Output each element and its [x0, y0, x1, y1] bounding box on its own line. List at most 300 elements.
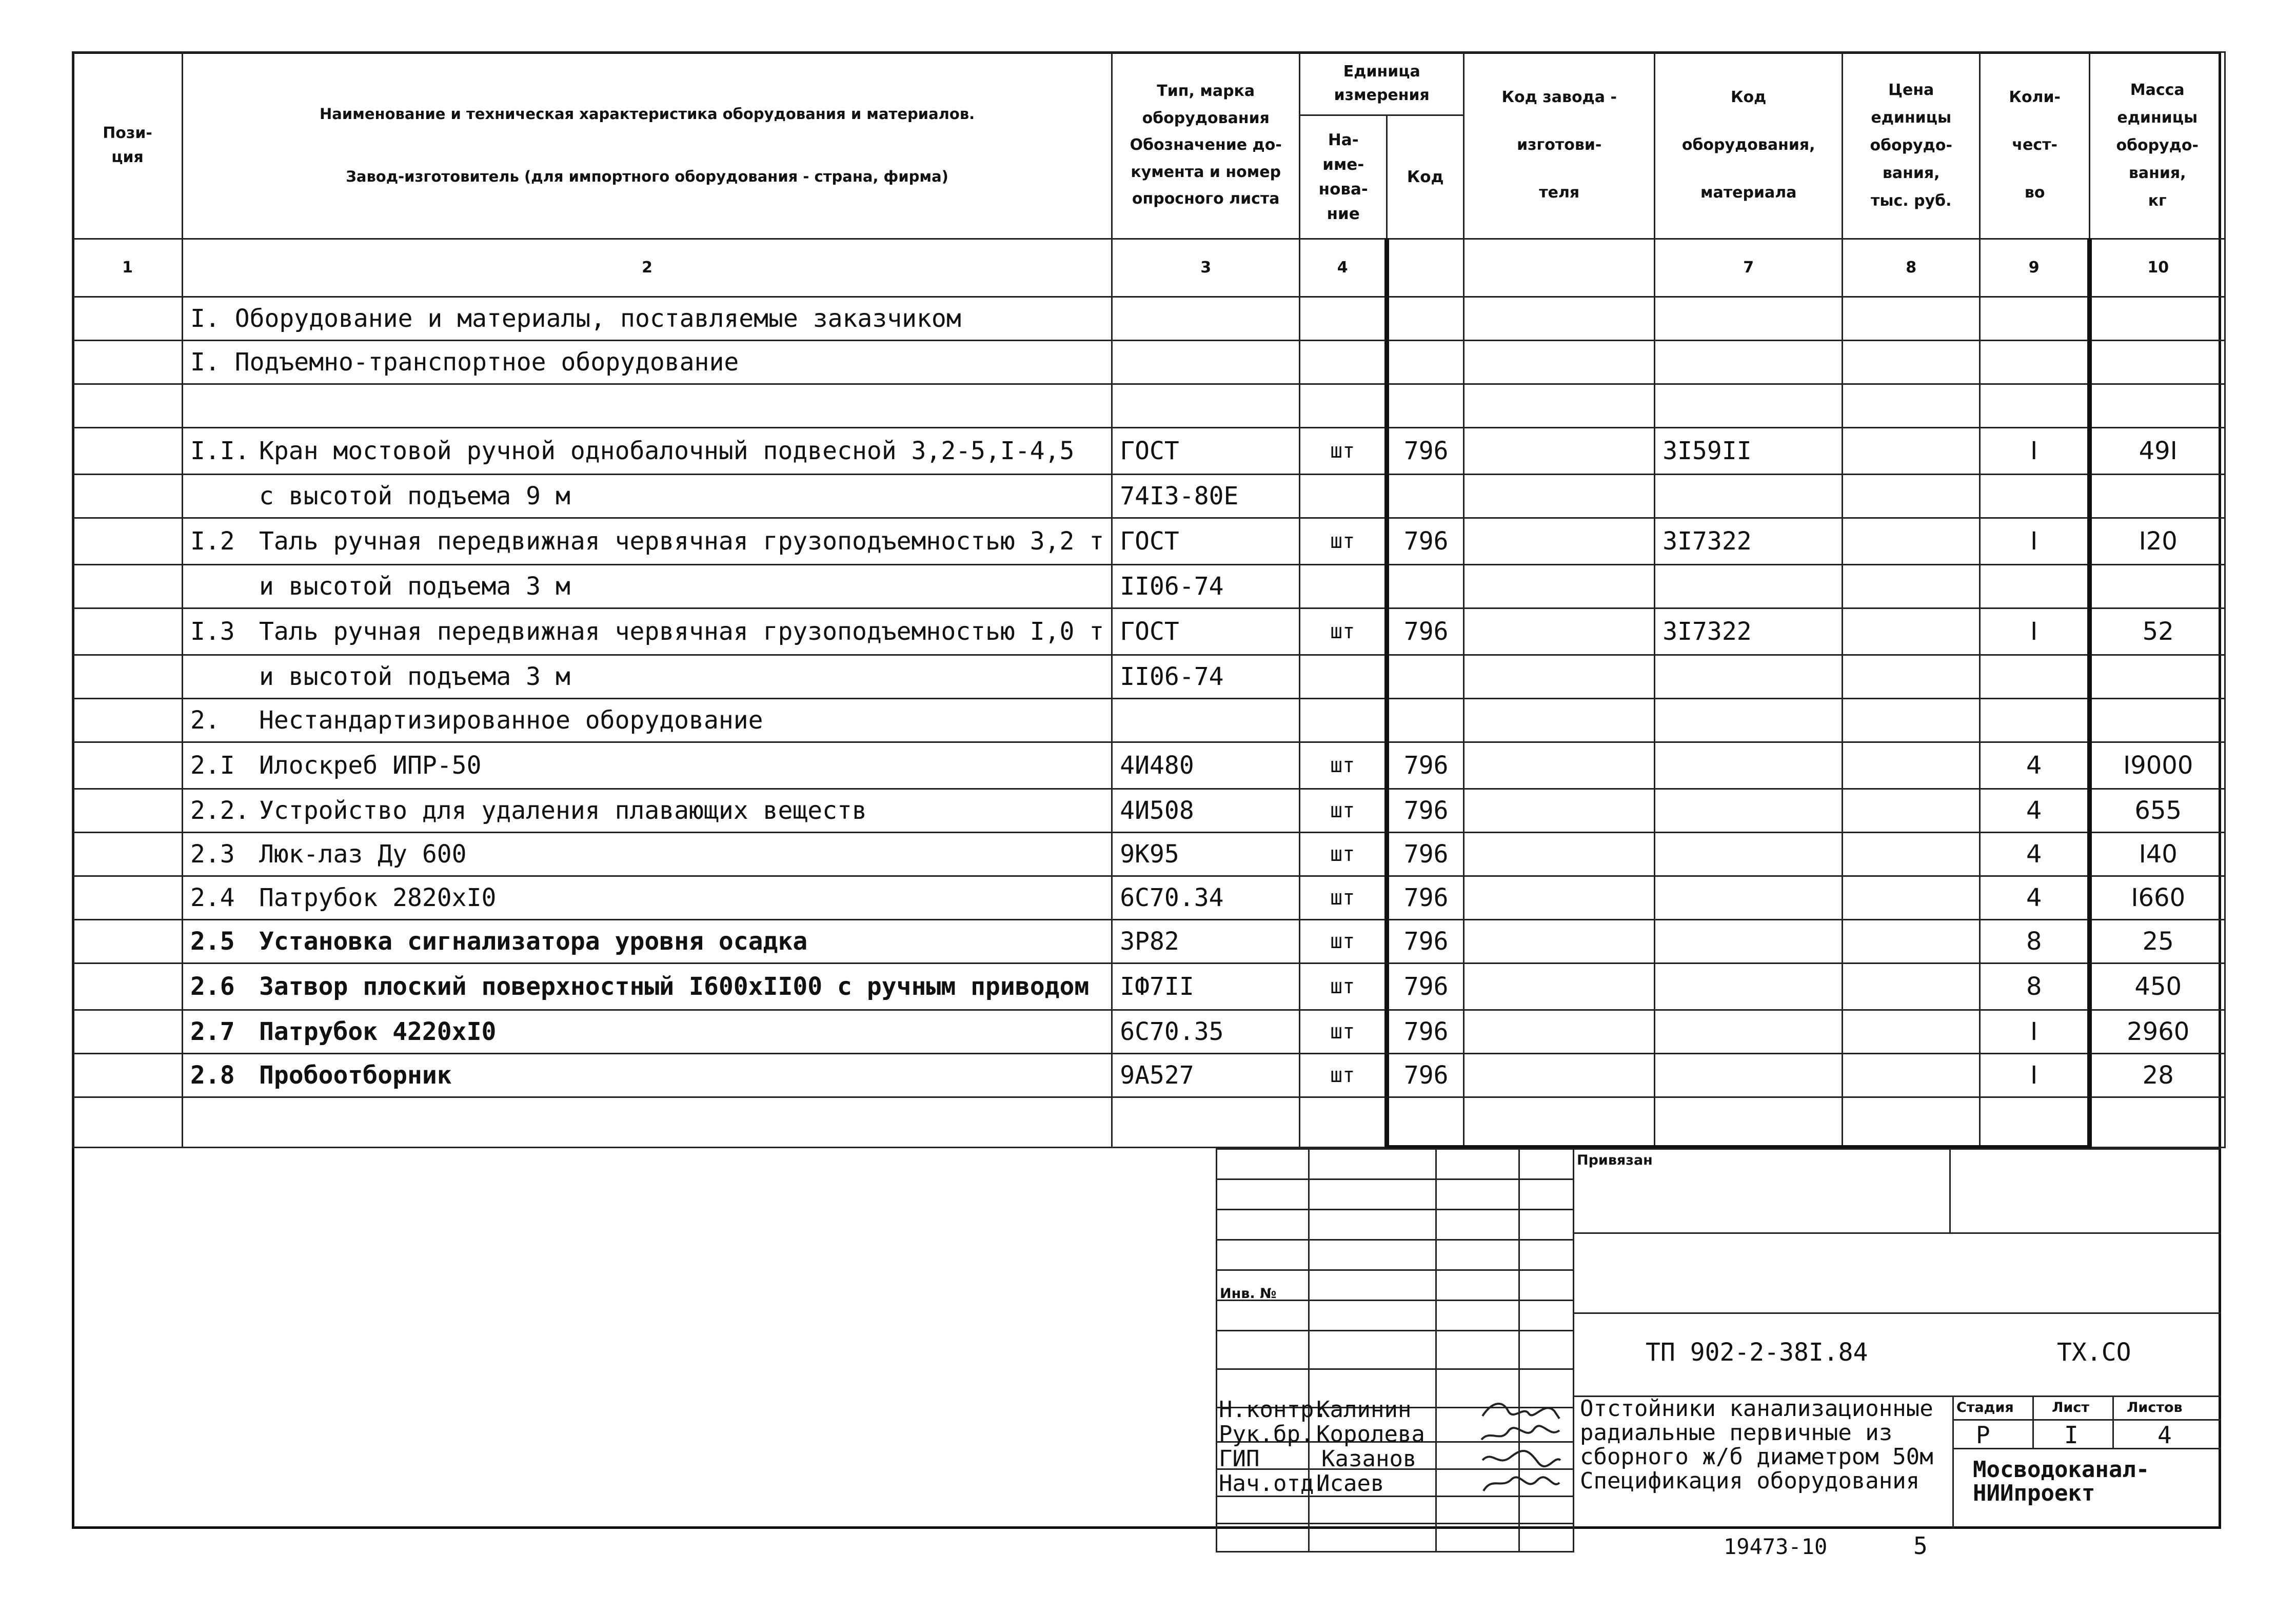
revision-cell	[1217, 1497, 1309, 1524]
cell-mass: I660	[2090, 876, 2225, 920]
revision-cell	[1436, 1149, 1519, 1179]
position-number: 2.8	[190, 1061, 235, 1090]
cell-unit	[1300, 1097, 1387, 1148]
cell-mass	[2090, 384, 2225, 428]
cell-code	[1387, 297, 1464, 341]
cell-doc: 9К95	[1112, 833, 1300, 876]
title-line-3: сборного ж/б диаметром 50м	[1580, 1444, 1933, 1470]
cell-empty	[73, 475, 183, 518]
cell-unit: шт	[1300, 1054, 1387, 1097]
cell-unit	[1300, 341, 1387, 384]
item-name: I. Подъемно-транспортное оборудование	[190, 348, 739, 377]
cell-code	[1387, 384, 1464, 428]
stage-value: Р	[1976, 1421, 1990, 1449]
table-row	[73, 1054, 2225, 1097]
position-number: 2.5	[190, 927, 235, 956]
table-row	[73, 518, 2225, 565]
cell-empty	[1464, 297, 1655, 341]
revision-cell	[1436, 1240, 1519, 1270]
cell-mass: 52	[2090, 608, 2225, 655]
cell-empty	[1464, 789, 1655, 833]
position-number: 2.6	[190, 972, 235, 1001]
cell-mass: 2960	[2090, 1010, 2225, 1054]
cell-mass	[2090, 1097, 2225, 1148]
signer-row	[1219, 1397, 1411, 1423]
item-name: и высотой подъема 3 м	[259, 662, 570, 691]
cell-code	[1387, 341, 1464, 384]
revision-cell	[1436, 1210, 1519, 1240]
cell-qty: I	[1980, 1054, 2090, 1097]
revision-cell	[1309, 1270, 1436, 1301]
cell-code	[1387, 699, 1464, 742]
item-name: Установка сигнализатора уровня осадка	[259, 927, 808, 956]
cell-mass: I9000	[2090, 742, 2225, 789]
revision-cell	[1519, 1149, 1574, 1179]
cell-empty	[1843, 655, 1980, 699]
cell-code: 796	[1387, 518, 1464, 565]
cell-mat: 3I59II	[1655, 428, 1843, 475]
revision-row	[1217, 1240, 1574, 1270]
cell-name	[183, 384, 1112, 428]
cell-unit	[1300, 699, 1387, 742]
signer-role: Н.контр.	[1219, 1397, 1328, 1423]
header-position: Пози- ция	[73, 52, 183, 239]
cell-name	[183, 655, 1112, 699]
cell-doc: ГОСТ	[1112, 518, 1300, 565]
header-factory-code: Код завода - изготови- теля	[1464, 52, 1655, 239]
table-row	[73, 655, 2225, 699]
cell-empty	[1464, 384, 1655, 428]
title-block-line-6	[1952, 1448, 2221, 1449]
revision-cell	[1436, 1331, 1519, 1369]
cell-code	[1387, 655, 1464, 699]
cell-doc: 9А527	[1112, 1054, 1300, 1097]
cell-name	[183, 475, 1112, 518]
signer-role: ГИП	[1219, 1446, 1260, 1472]
cell-mat	[1655, 475, 1843, 518]
cell-name	[183, 341, 1112, 384]
organization-name: Мосводоканал- НИИпроект	[1973, 1457, 2150, 1506]
cell-empty	[73, 742, 183, 789]
cell-code	[1387, 565, 1464, 608]
cell-name	[183, 964, 1112, 1010]
table-row	[73, 964, 2225, 1010]
item-name: Люк-лаз Ду 600	[259, 840, 467, 869]
cell-empty	[1843, 341, 1980, 384]
cell-empty	[1843, 518, 1980, 565]
position-number: I.2	[190, 527, 235, 556]
header-equipment-code: Код оборудования, материала	[1655, 52, 1843, 239]
cell-code	[1387, 475, 1464, 518]
table-row	[73, 565, 2225, 608]
cell-empty	[1464, 1097, 1655, 1148]
signer-row	[1219, 1446, 1416, 1472]
revision-cell	[1309, 1497, 1436, 1524]
cell-name	[183, 742, 1112, 789]
cell-unit: шт	[1300, 608, 1387, 655]
title-block-divider-4	[2112, 1395, 2114, 1448]
cell-qty: 4	[1980, 789, 2090, 833]
sheet-value: I	[2064, 1421, 2079, 1449]
cell-qty: 4	[1980, 833, 2090, 876]
cell-code: 796	[1387, 742, 1464, 789]
cell-empty	[1843, 428, 1980, 475]
sheets-label: Листов	[2127, 1400, 2183, 1416]
cell-doc: 74I3-80Е	[1112, 475, 1300, 518]
cell-qty: I	[1980, 518, 2090, 565]
position-number: I.I.	[190, 437, 250, 465]
revision-row	[1217, 1210, 1574, 1240]
cell-empty	[1843, 1054, 1980, 1097]
specification-table	[72, 51, 2226, 1150]
cell-code: 796	[1387, 608, 1464, 655]
cell-qty	[1980, 475, 2090, 518]
cell-doc: ГОСТ	[1112, 608, 1300, 655]
item-name: Таль ручная передвижная червячная грузоподъемностью I,0 т	[259, 617, 1104, 646]
cell-name	[183, 1097, 1112, 1148]
position-number: 2.3	[190, 840, 235, 869]
cell-empty	[1464, 428, 1655, 475]
cell-qty	[1980, 699, 2090, 742]
signer-name: Королева	[1316, 1421, 1425, 1447]
title-line-4: Спецификация оборудования	[1580, 1468, 1920, 1494]
cell-unit: шт	[1300, 964, 1387, 1010]
cell-mat	[1655, 1097, 1843, 1148]
cell-mat	[1655, 341, 1843, 384]
column-number-5	[1387, 239, 1464, 297]
item-name: Патрубок 2820хI0	[259, 883, 497, 912]
cell-empty	[1464, 518, 1655, 565]
cell-mat	[1655, 699, 1843, 742]
revision-row	[1217, 1497, 1574, 1524]
column-number-1: 1	[73, 239, 183, 297]
cell-code: 796	[1387, 789, 1464, 833]
cell-qty: I	[1980, 1010, 2090, 1054]
cell-qty: 8	[1980, 964, 2090, 1010]
position-number: 2.2.	[190, 796, 250, 825]
revision-cell	[1309, 1149, 1436, 1179]
cell-empty	[1843, 920, 1980, 964]
revision-row	[1217, 1331, 1574, 1369]
header-name: Наименование и техническая характеристика оборудования и материалов. Завод-изготовитель (для импортного оборудования - страна, фирма)	[183, 52, 1112, 239]
cell-empty	[1464, 1010, 1655, 1054]
cell-code: 796	[1387, 833, 1464, 876]
revision-cell	[1519, 1301, 1574, 1331]
cell-empty	[73, 1097, 183, 1148]
cell-code	[1387, 1097, 1464, 1148]
cell-empty	[1843, 297, 1980, 341]
cell-empty	[73, 565, 183, 608]
position-number: I.3	[190, 617, 235, 646]
cell-name	[183, 565, 1112, 608]
cell-name	[183, 920, 1112, 964]
item-name: Устройство для удаления плавающих веществ	[259, 796, 867, 825]
signer-role: Нач.отд.	[1219, 1470, 1328, 1497]
position-number: 2.	[190, 706, 220, 735]
revision-cell	[1309, 1331, 1436, 1369]
revision-cell	[1309, 1301, 1436, 1331]
revision-row	[1217, 1301, 1574, 1331]
column-numbers-row	[73, 239, 2225, 297]
revision-cell	[1217, 1331, 1309, 1369]
title-line-1: Отстойники канализационные	[1580, 1395, 1933, 1422]
cell-mat	[1655, 742, 1843, 789]
position-number: 2.7	[190, 1017, 235, 1046]
cell-empty	[1464, 876, 1655, 920]
cell-empty	[73, 1010, 183, 1054]
cell-qty: 8	[1980, 920, 2090, 964]
cell-qty	[1980, 341, 2090, 384]
cell-mat	[1655, 655, 1843, 699]
cell-empty	[73, 341, 183, 384]
revision-cell	[1436, 1497, 1519, 1524]
revision-row	[1217, 1179, 1574, 1210]
revision-cell	[1436, 1301, 1519, 1331]
privyazan-label: Привязан	[1577, 1152, 1653, 1168]
cell-mat	[1655, 920, 1843, 964]
header-quantity: Коли- чест- во	[1980, 52, 2090, 239]
cell-mat	[1655, 876, 1843, 920]
cell-mass: I20	[2090, 518, 2225, 565]
title-block-divider-3	[2032, 1395, 2034, 1448]
cell-name	[183, 428, 1112, 475]
revision-cell	[1309, 1240, 1436, 1270]
cell-empty	[73, 789, 183, 833]
item-name: Патрубок 4220хI0	[259, 1017, 497, 1046]
table-row	[73, 428, 2225, 475]
cell-code: 796	[1387, 920, 1464, 964]
table-row	[73, 1097, 2225, 1148]
cell-empty	[1464, 608, 1655, 655]
signer-role: Рук.бр.	[1219, 1421, 1314, 1447]
cell-unit: шт	[1300, 789, 1387, 833]
cell-doc	[1112, 297, 1300, 341]
cell-doc: II06-74	[1112, 655, 1300, 699]
column-number-8: 8	[1843, 239, 1980, 297]
cell-mat	[1655, 1010, 1843, 1054]
header-unit-name: На- име- нова- ние	[1300, 115, 1387, 239]
cell-empty	[1843, 789, 1980, 833]
cell-empty	[1464, 964, 1655, 1010]
cell-unit	[1300, 384, 1387, 428]
item-name: Пробоотборник	[259, 1061, 452, 1090]
item-name: и высотой подъема 3 м	[259, 572, 570, 601]
signer-name: Калинин	[1316, 1397, 1412, 1423]
cell-code: 796	[1387, 1054, 1464, 1097]
table-row	[73, 699, 2225, 742]
cell-unit: шт	[1300, 833, 1387, 876]
cell-empty	[73, 964, 183, 1010]
table-row	[73, 608, 2225, 655]
cell-mass	[2090, 475, 2225, 518]
header-unit-mass: Масса единицы оборудо- вания, кг	[2090, 52, 2225, 239]
cell-mat	[1655, 384, 1843, 428]
table-row	[73, 833, 2225, 876]
cell-name	[183, 1054, 1112, 1097]
cell-qty: 4	[1980, 742, 2090, 789]
revision-row	[1217, 1524, 1574, 1552]
cell-empty	[73, 518, 183, 565]
cell-qty	[1980, 384, 2090, 428]
cell-mass	[2090, 341, 2225, 384]
cell-mass: 655	[2090, 789, 2225, 833]
cell-qty: 4	[1980, 876, 2090, 920]
header-unit-code: Код	[1387, 115, 1464, 239]
cell-doc: II06-74	[1112, 565, 1300, 608]
cell-doc	[1112, 341, 1300, 384]
title-block-line-5	[1952, 1419, 2221, 1421]
cell-code: 796	[1387, 1010, 1464, 1054]
revision-cell	[1217, 1240, 1309, 1270]
cell-empty	[1843, 608, 1980, 655]
column-number-3: 3	[1112, 239, 1300, 297]
item-name: Затвор плоский поверхностный I600хII00 с ручным приводом	[259, 972, 1090, 1001]
cell-empty	[73, 608, 183, 655]
cell-doc	[1112, 1097, 1300, 1148]
revision-cell	[1436, 1179, 1519, 1210]
table-row	[73, 475, 2225, 518]
cell-empty	[73, 428, 183, 475]
column-number-6	[1464, 239, 1655, 297]
cell-unit: шт	[1300, 1010, 1387, 1054]
table-row	[73, 789, 2225, 833]
cell-doc: 3Р82	[1112, 920, 1300, 964]
cell-mat: 3I7322	[1655, 518, 1843, 565]
item-name: Нестандартизированное оборудование	[259, 706, 763, 735]
cell-empty	[1464, 699, 1655, 742]
cell-mat	[1655, 964, 1843, 1010]
cell-doc: 4И480	[1112, 742, 1300, 789]
signature-mark	[1477, 1469, 1565, 1498]
table-row	[73, 297, 2225, 341]
cell-empty	[73, 655, 183, 699]
cell-unit	[1300, 565, 1387, 608]
position-number: 2.4	[190, 883, 235, 912]
cell-mass	[2090, 699, 2225, 742]
cell-doc: 6С70.34	[1112, 876, 1300, 920]
table-row	[73, 1010, 2225, 1054]
cell-name	[183, 1010, 1112, 1054]
table-row	[73, 876, 2225, 920]
cell-mass	[2090, 565, 2225, 608]
cell-empty	[1464, 341, 1655, 384]
cell-doc: IФ7II	[1112, 964, 1300, 1010]
cell-qty	[1980, 1097, 2090, 1148]
cell-empty	[73, 833, 183, 876]
cell-name	[183, 608, 1112, 655]
archive-number: 19473-10	[1724, 1534, 1828, 1559]
cell-empty	[1843, 475, 1980, 518]
document-title	[1580, 1397, 1933, 1493]
cell-mass: 450	[2090, 964, 2225, 1010]
table-row	[73, 384, 2225, 428]
cell-mass	[2090, 655, 2225, 699]
revision-cell	[1217, 1179, 1309, 1210]
signer-name: Исаев	[1316, 1470, 1384, 1497]
revision-cell	[1309, 1210, 1436, 1240]
cell-empty	[73, 699, 183, 742]
header-type-mark: Тип, марка оборудования Обозначение до- кумента и номер опросного листа	[1112, 52, 1300, 239]
sheets-value: 4	[2158, 1421, 2172, 1449]
cell-empty	[1843, 1010, 1980, 1054]
cell-unit: шт	[1300, 742, 1387, 789]
cell-mat: 3I7322	[1655, 608, 1843, 655]
cell-mass	[2090, 297, 2225, 341]
column-number-2: 2	[183, 239, 1112, 297]
cell-mat	[1655, 1054, 1843, 1097]
cell-unit	[1300, 297, 1387, 341]
cell-doc: 6С70.35	[1112, 1010, 1300, 1054]
table-row	[73, 742, 2225, 789]
cell-empty	[1464, 655, 1655, 699]
cell-qty	[1980, 565, 2090, 608]
revision-cell	[1436, 1270, 1519, 1301]
revision-cell	[1519, 1524, 1574, 1552]
cell-doc: 4И508	[1112, 789, 1300, 833]
revision-cell	[1519, 1240, 1574, 1270]
item-name: Таль ручная передвижная червячная грузоподъемностью 3,2 т	[259, 527, 1104, 556]
cell-name	[183, 876, 1112, 920]
title-line-2: радиальные первичные из	[1580, 1420, 1893, 1446]
cell-empty	[1843, 699, 1980, 742]
cell-empty	[1464, 1054, 1655, 1097]
signer-row	[1219, 1470, 1384, 1497]
header-row	[73, 52, 2225, 115]
title-block-top-line	[1573, 1148, 2221, 1150]
revision-cell	[1217, 1149, 1309, 1179]
item-name: Кран мостовой ручной однобалочный подвесной 3,2-5,I-4,5	[259, 437, 1075, 465]
stage-label: Стадия	[1956, 1400, 2014, 1416]
cell-mat	[1655, 833, 1843, 876]
item-name: с высотой подъема 9 м	[259, 482, 570, 510]
cell-unit: шт	[1300, 920, 1387, 964]
cell-empty	[73, 297, 183, 341]
cell-name	[183, 699, 1112, 742]
cell-qty: I	[1980, 428, 2090, 475]
cell-doc	[1112, 699, 1300, 742]
revision-row	[1217, 1149, 1574, 1179]
cell-unit	[1300, 475, 1387, 518]
position-number: 2.I	[190, 751, 235, 780]
item-name: I. Оборудование и материалы, поставляемые заказчиком	[190, 304, 961, 333]
title-block-divider-1	[1949, 1148, 1951, 1232]
revision-cell	[1309, 1179, 1436, 1210]
table-row	[73, 920, 2225, 964]
signer-row	[1219, 1421, 1425, 1447]
cell-unit	[1300, 655, 1387, 699]
cell-empty	[1843, 1097, 1980, 1148]
cell-name	[183, 297, 1112, 341]
revision-cell	[1519, 1497, 1574, 1524]
cell-code: 796	[1387, 964, 1464, 1010]
revision-cell	[1519, 1210, 1574, 1240]
cell-empty	[1464, 833, 1655, 876]
cell-name	[183, 833, 1112, 876]
inventory-number-label: Инв. №	[1220, 1286, 1277, 1302]
cell-mass: 25	[2090, 920, 2225, 964]
page-number: 5	[1913, 1532, 1928, 1560]
revision-cell	[1217, 1301, 1309, 1331]
revision-cell	[1519, 1331, 1574, 1369]
sheet-label: Лист	[2052, 1400, 2089, 1416]
cell-doc	[1112, 384, 1300, 428]
cell-empty	[1464, 475, 1655, 518]
title-block-line-3	[1573, 1312, 2221, 1314]
signer-name: Казанов	[1321, 1446, 1417, 1472]
cell-unit: шт	[1300, 428, 1387, 475]
cell-mat	[1655, 565, 1843, 608]
revision-cell	[1519, 1270, 1574, 1301]
